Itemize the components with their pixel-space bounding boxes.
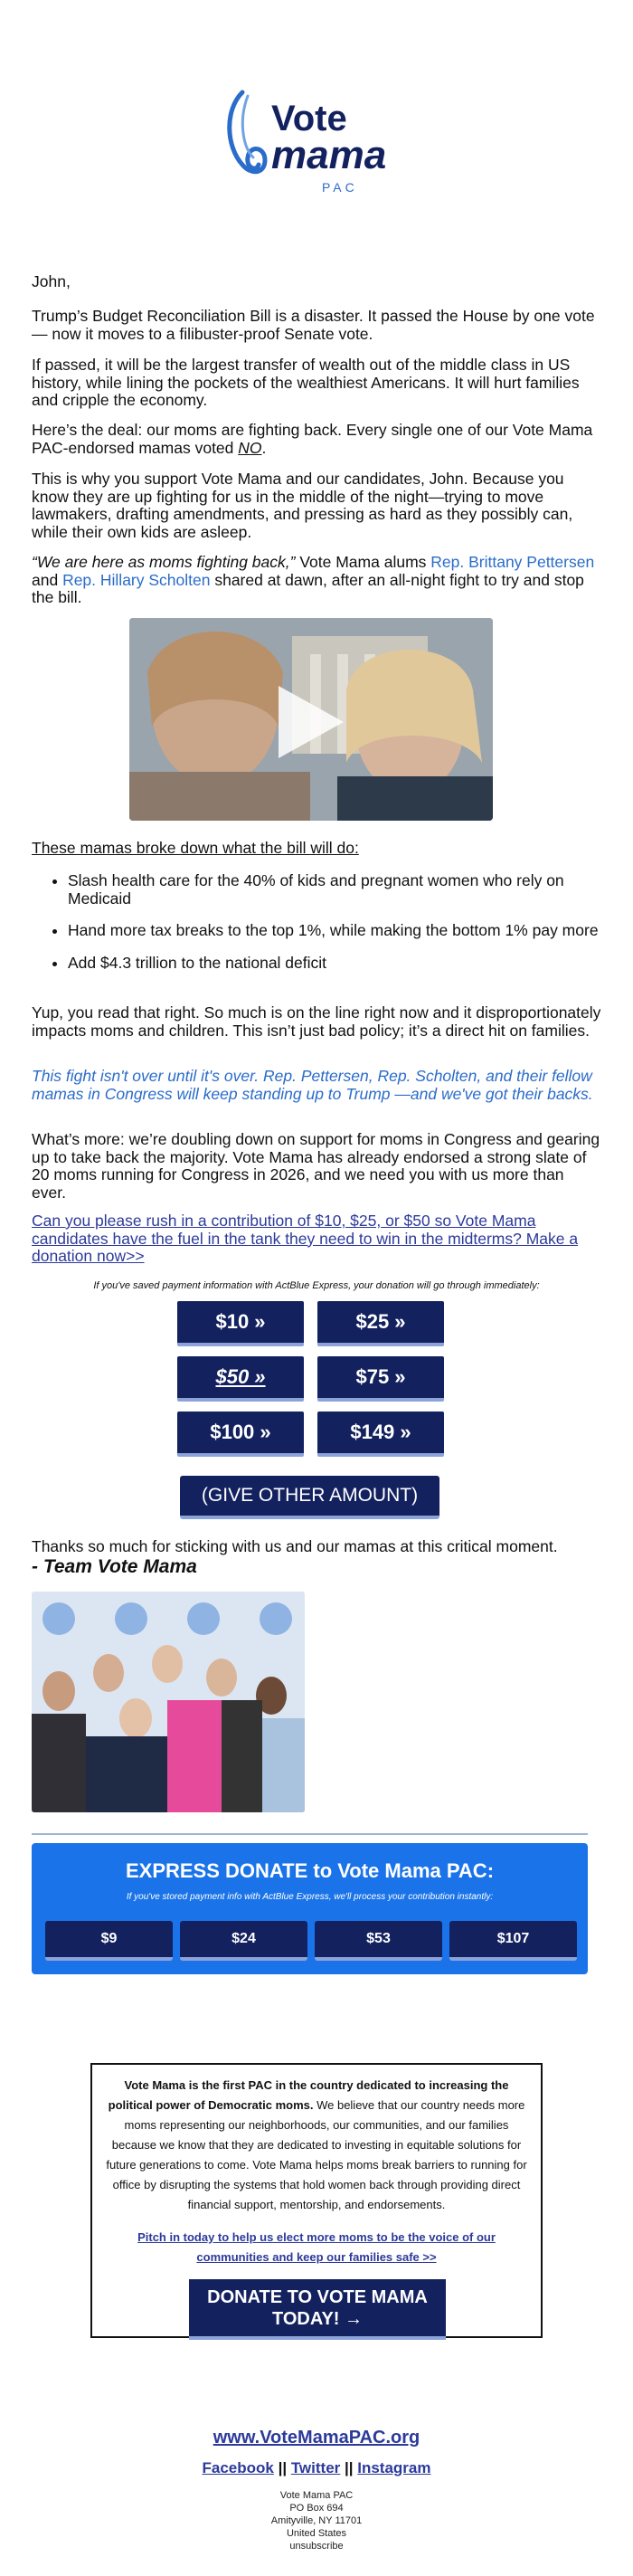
express-donate-53-button[interactable]: $53	[315, 1921, 442, 1961]
paragraph-7: This fight isn't over until it's over. Rep. Pettersen, Rep. Scholten, and their fellow mamas in Congress will keep standing up to Trump —and we've got their backs.	[32, 1067, 593, 1103]
donate-75-button[interactable]: $75 »	[317, 1356, 444, 1402]
about-bold-lead: Vote Mama is the first PAC in the country dedicated to increasing the political power of Democratic moms.	[108, 2078, 509, 2112]
paragraph-5-b: shared at dawn, after an all-night fight to try and stop the bill.	[32, 570, 584, 606]
donate-today-button[interactable]: DONATE TO VOTE MAMA TODAY! →	[189, 2279, 446, 2340]
paragraph-8: What’s more: we’re doubling down on support for moms in Congress and gearing up to take back the majority. Vote Mama has already endorsed a strong slate of 20 moms running for Congress in 2026, and we need you with us more than ever.	[32, 1130, 600, 1202]
logo-mama-text: mama	[271, 133, 387, 177]
team-signature: - Team Vote Mama	[32, 1556, 197, 1577]
facebook-link[interactable]: Facebook	[202, 2459, 274, 2476]
quote-text: “We are here as moms fighting back,”	[32, 553, 296, 571]
donate-10-button[interactable]: $10 »	[177, 1301, 304, 1346]
rep-scholten-link[interactable]: Rep. Hillary Scholten	[62, 570, 211, 589]
no-emphasis: NO	[238, 438, 262, 457]
about-box	[90, 2063, 543, 2338]
paragraph-6: Yup, you read that right. So much is on the line right now and it disproportionately impacts moms and children. This isn’t just bad policy; it’s a direct hit on families.	[32, 1003, 601, 1040]
address-line: Vote Mama PAC	[279, 2490, 354, 2501]
pitch-in-link[interactable]: Pitch in today to help us elect more moms to be the voice of our communities and keep our families safe >>	[137, 2230, 496, 2264]
logo-pac-text: PAC	[322, 180, 358, 195]
team-photo	[32, 1592, 305, 1812]
greeting: John,	[32, 272, 71, 290]
social-separator: ||	[340, 2459, 358, 2476]
team-photo-scene	[32, 1592, 305, 1812]
paragraph-2: If passed, it will be the largest transfer of wealth out of the middle class in US history, while lining the pockets of the wealthiest Americans. It will hurt families and cripple the economy.	[32, 356, 580, 409]
rep-pettersen-link[interactable]: Rep. Brittany Pettersen	[430, 553, 595, 571]
donate-25-button[interactable]: $25 »	[317, 1301, 444, 1346]
twitter-link[interactable]: Twitter	[290, 2459, 341, 2476]
section-divider	[32, 1833, 588, 1835]
express-donate-107-button[interactable]: $107	[449, 1921, 577, 1961]
vote-mama-logo-mark	[215, 74, 423, 201]
mailing-address	[0, 2489, 633, 2552]
paragraph-3-text: Here’s the deal: our moms are fighting back. Every single one of our Vote Mama PAC-endorsed mamas voted	[32, 421, 593, 457]
social-separator: ||	[273, 2459, 291, 2476]
paragraph-5-and: and	[32, 570, 63, 589]
logo-vote-text: Vote	[271, 99, 347, 138]
donation-ask-link[interactable]: Can you please rush in a contribution of $10, $25, or $50 so Vote Mama candidates have the fuel in the tank they need to win in the midterms? Make a donation now>>	[32, 1212, 579, 1265]
list-item: • Slash health care for the 40% of kids and pregnant women who rely on Medicaid	[68, 872, 601, 908]
bill-effects-list	[32, 872, 601, 972]
paragraph-5-a: Vote Mama alums	[295, 553, 431, 571]
address-line: PO Box 694	[289, 2503, 344, 2514]
play-icon[interactable]	[279, 686, 344, 758]
donate-50-button[interactable]: $50 »	[177, 1356, 304, 1402]
social-links	[0, 2459, 633, 2477]
paragraph-5	[32, 554, 601, 607]
video-thumbnail[interactable]	[129, 618, 493, 821]
paragraph-3	[32, 422, 601, 457]
express-donate-9-button[interactable]: $9	[45, 1921, 173, 1961]
instagram-link[interactable]: Instagram	[357, 2459, 431, 2476]
express-donate-title: EXPRESS DONATE to Vote Mama PAC:	[125, 1859, 495, 1882]
donate-100-button[interactable]: $100 »	[177, 1412, 304, 1457]
thanks-text: Thanks so much for sticking with us and our mamas at this critical moment.	[32, 1537, 558, 1555]
website-link[interactable]: www.VoteMamaPAC.org	[213, 2428, 420, 2448]
about-rest: We believe that our country needs more moms representing our neighborhoods, our communities, and our families because we know that they are dedicated to investing in equitable solutions for future generations to come. Vote Mama helps moms break barriers to running for office by disrupting the systems that hold women back through providing direct financial support, mentorship, and endorsements.	[106, 2098, 527, 2211]
list-item: • Add $4.3 trillion to the national deficit	[68, 955, 601, 973]
unsubscribe-link[interactable]: unsubscribe	[289, 2541, 344, 2552]
donate-149-button[interactable]: $149 »	[317, 1412, 444, 1457]
paragraph-1: Trump’s Budget Reconciliation Bill is a disaster. It passed the House by one vote— now it moves to a filibuster-proof Senate vote.	[32, 307, 595, 343]
paragraph-4: This is why you support Vote Mama and our candidates, John. Because you know they are up fighting for us in the middle of the night—trying to move lawmakers, drafting amendments, and pressing as hard as they possibly can, while their own kids are asleep.	[32, 470, 573, 541]
vote-mama-logo[interactable]	[215, 74, 423, 201]
express-donate-24-button[interactable]: $24	[180, 1921, 307, 1961]
actblue-note: If you've saved payment information with ActBlue Express, your donation will go through immediately:	[93, 1280, 540, 1291]
list-item: • Hand more tax breaks to the top 1%, while making the bottom 1% pay more	[68, 922, 601, 940]
give-other-amount-button[interactable]: (GIVE OTHER AMOUNT)	[180, 1476, 439, 1519]
about-text	[106, 2076, 527, 2215]
broke-down-heading: These mamas broke down what the bill will do:	[32, 839, 359, 857]
address-line: United States	[286, 2528, 347, 2539]
express-donate-panel	[32, 1843, 588, 1974]
address-line: Amityville, NY 11701	[270, 2515, 363, 2526]
paragraph-3-end: .	[261, 438, 267, 457]
express-donate-subtitle: If you've stored payment info with ActBlue Express, we'll process your contribution instantly:	[126, 1892, 494, 1902]
